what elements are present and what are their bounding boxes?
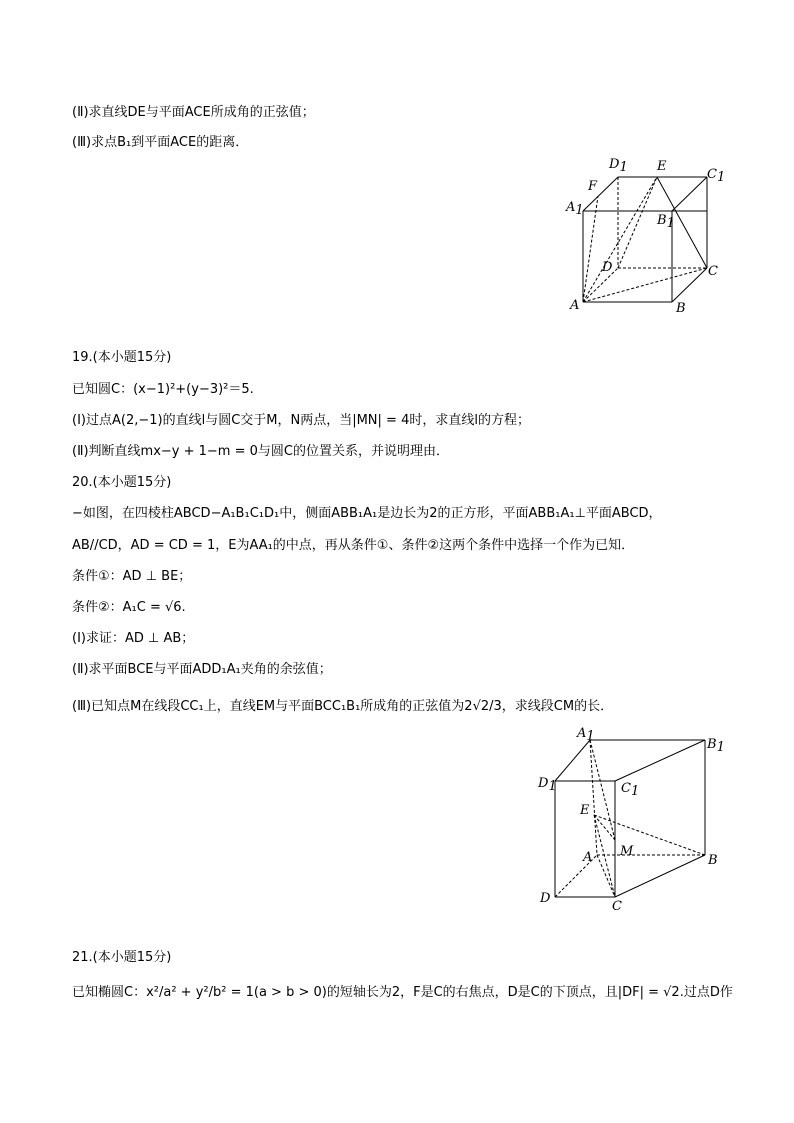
q19-stem: 已知圆C：(x−1)²+(y−3)²＝5. <box>72 382 254 397</box>
q19-part1: (Ⅰ)过点A(2,−1)的直线l与圆C交于M，N两点，当|MN| = 4时，求直线l的方程； <box>72 413 530 428</box>
label-D1: D1 <box>609 157 628 175</box>
label-B1: B1 <box>657 213 675 231</box>
q21-header: 21.(本小题15分) <box>72 950 172 965</box>
q20-stem2: AB//CD，AD = CD = 1，E为AA₁的中点，再从条件①、条件②这两个条件中选择一个作为已知． <box>72 538 635 553</box>
label-D: D <box>602 260 613 275</box>
label-A1: A1 <box>566 200 584 218</box>
label-D: D <box>540 891 551 906</box>
q20-cond1: 条件①：AD ⊥ BE； <box>72 569 192 584</box>
label-C: C <box>612 899 622 912</box>
q19-header: 19.(本小题15分) <box>72 350 172 365</box>
label-E: E <box>657 159 667 174</box>
label-A1: A1 <box>577 726 595 744</box>
label-A: A <box>570 298 580 313</box>
label-C: C <box>708 264 718 279</box>
label-B: B <box>676 301 686 316</box>
label-E: E <box>580 803 590 818</box>
label-F: F <box>588 179 598 194</box>
label-D1: D1 <box>538 776 557 794</box>
label-A: A <box>583 850 593 865</box>
q18-part3: (Ⅲ)求点B₁到平面ACE的距离． <box>72 135 249 150</box>
q20-part3: (Ⅲ)已知点M在线段CC₁上，直线EM与平面BCC₁B₁所成角的正弦值为2√2/3，求线段CM的长． <box>72 699 614 714</box>
label-B1: B1 <box>707 737 725 755</box>
label-M: M <box>620 844 634 859</box>
q20-stem1: −如图，在四棱柱ABCD−A₁B₁C₁D₁中，侧面ABB₁A₁是边长为2的正方形，平面ABB₁A₁⊥平面ABCD， <box>72 506 662 521</box>
label-C1: C1 <box>707 167 726 185</box>
q19-part2: (Ⅱ)判断直线mx−y + 1−m = 0与圆C的位置关系，并说明理由． <box>72 444 449 459</box>
q20-part2: (Ⅱ)求平面BCE与平面ADD₁A₁夹角的余弦值； <box>72 662 332 677</box>
q18-part2: (Ⅱ)求直线DE与平面ACE所成角的正弦值； <box>72 105 315 120</box>
q20-part1: (Ⅰ)求证：AD ⊥ AB； <box>72 631 195 646</box>
q18-cube-figure <box>560 150 730 320</box>
q21-stem: 已知椭圆C：x²/a² + y²/b² = 1(a > b > 0)的短轴长为2，F是C的右焦点，D是C的下顶点，且|DF| = √2.过点D作 <box>72 985 733 1000</box>
label-B: B <box>708 853 718 868</box>
q20-header: 20.(本小题15分) <box>72 475 172 490</box>
label-C1: C1 <box>621 781 640 799</box>
q20-prism-figure <box>530 722 730 912</box>
q20-cond2: 条件②：A₁C = √6. <box>72 600 186 615</box>
